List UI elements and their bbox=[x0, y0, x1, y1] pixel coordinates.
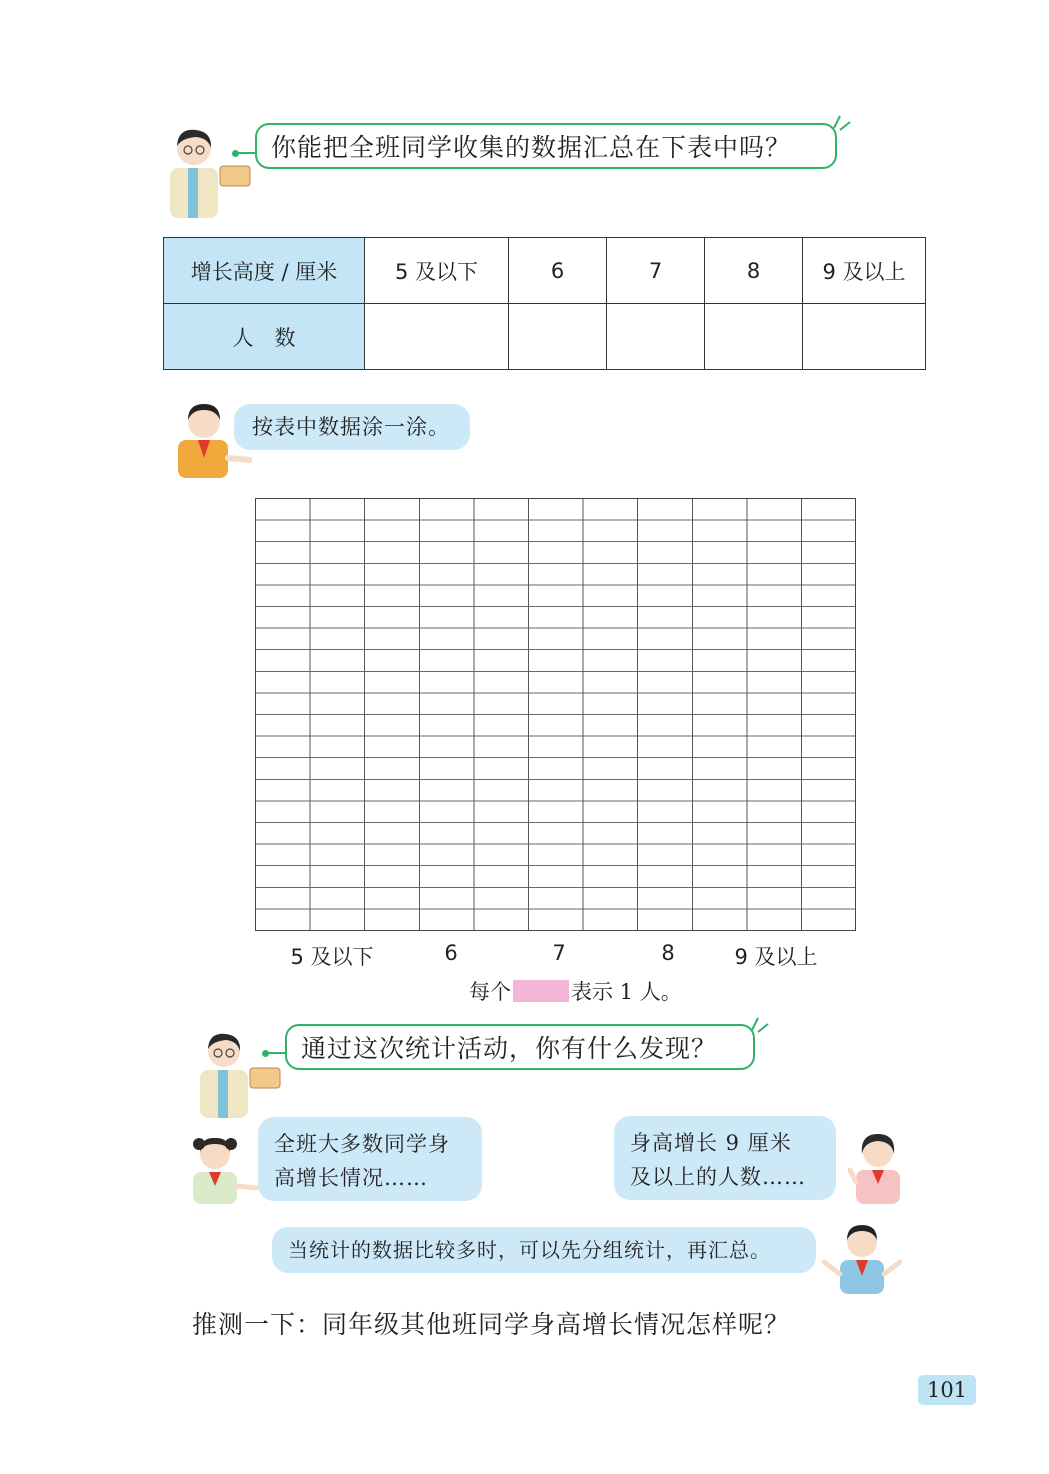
table-count-cell[interactable] bbox=[607, 304, 705, 370]
legend-suffix: 表示 1 人。 bbox=[571, 980, 682, 1004]
teacher-question-bubble bbox=[255, 123, 837, 169]
grid-axis-label: 6 bbox=[444, 941, 458, 965]
girl-right-bubble bbox=[614, 1116, 836, 1200]
table-count-cell[interactable] bbox=[803, 304, 926, 370]
table-column-header: 5 及以下 bbox=[365, 238, 509, 304]
table-column-header: 7 bbox=[607, 238, 705, 304]
table-column-header: 8 bbox=[705, 238, 803, 304]
girl-left-text-line1: 全班大多数同学身 bbox=[274, 1132, 450, 1156]
grid-axis-label: 7 bbox=[552, 941, 566, 965]
sparkle-icon bbox=[748, 1012, 770, 1034]
growth-data-table bbox=[163, 237, 926, 370]
teacher-question-text: 你能把全班同学收集的数据汇总在下表中吗？ bbox=[271, 133, 792, 162]
grid-axis-label: 8 bbox=[661, 941, 675, 965]
bubble-pointer-line bbox=[268, 1052, 286, 1054]
instruction-text: 按表中数据涂一涂。 bbox=[252, 415, 450, 439]
table-count-cell[interactable] bbox=[509, 304, 607, 370]
table-row bbox=[164, 238, 926, 304]
prediction-question: 推测一下：同年级其他班同学身高增长情况怎样呢？ bbox=[192, 1310, 791, 1339]
girl-right-text-line2: 及以上的人数…… bbox=[630, 1165, 806, 1189]
table-count-cell[interactable] bbox=[705, 304, 803, 370]
boy-tip-bubble bbox=[272, 1227, 816, 1273]
teacher-figure bbox=[158, 128, 258, 218]
table-row bbox=[164, 304, 926, 370]
boy-figure bbox=[820, 1222, 902, 1294]
grid-legend bbox=[469, 976, 682, 1006]
teacher-figure bbox=[188, 1032, 288, 1118]
table-column-header: 6 bbox=[509, 238, 607, 304]
girl-left-text-line2: 高增长情况…… bbox=[274, 1166, 428, 1190]
table-header-height-label: 增长高度 / 厘米 bbox=[164, 238, 365, 304]
instruction-bubble bbox=[234, 404, 470, 450]
girl-left-figure bbox=[183, 1134, 259, 1204]
girl-right-text-line1: 身高增长 9 厘米 bbox=[630, 1131, 792, 1155]
legend-prefix: 每个 bbox=[469, 980, 511, 1004]
page-number: 101 bbox=[918, 1375, 976, 1405]
table-header-count-label: 人 数 bbox=[164, 304, 365, 370]
table-count-cell[interactable] bbox=[365, 304, 509, 370]
table-column-header: 9 及以上 bbox=[803, 238, 926, 304]
grid-axis-label: 9 及以上 bbox=[734, 945, 818, 969]
teacher-discovery-text: 通过这次统计活动，你有什么发现？ bbox=[301, 1034, 718, 1063]
legend-swatch bbox=[513, 980, 569, 1002]
boy-tip-text: 当统计的数据比较多时，可以先分组统计，再汇总。 bbox=[288, 1238, 771, 1262]
coloring-grid[interactable] bbox=[255, 498, 856, 931]
sparkle-icon bbox=[830, 110, 852, 132]
grid-axis-label: 5 及以下 bbox=[290, 945, 374, 969]
bubble-pointer-line bbox=[238, 152, 256, 154]
girl-left-bubble bbox=[258, 1117, 482, 1201]
teacher-discovery-bubble bbox=[285, 1024, 755, 1070]
girl-right-figure bbox=[848, 1130, 908, 1204]
